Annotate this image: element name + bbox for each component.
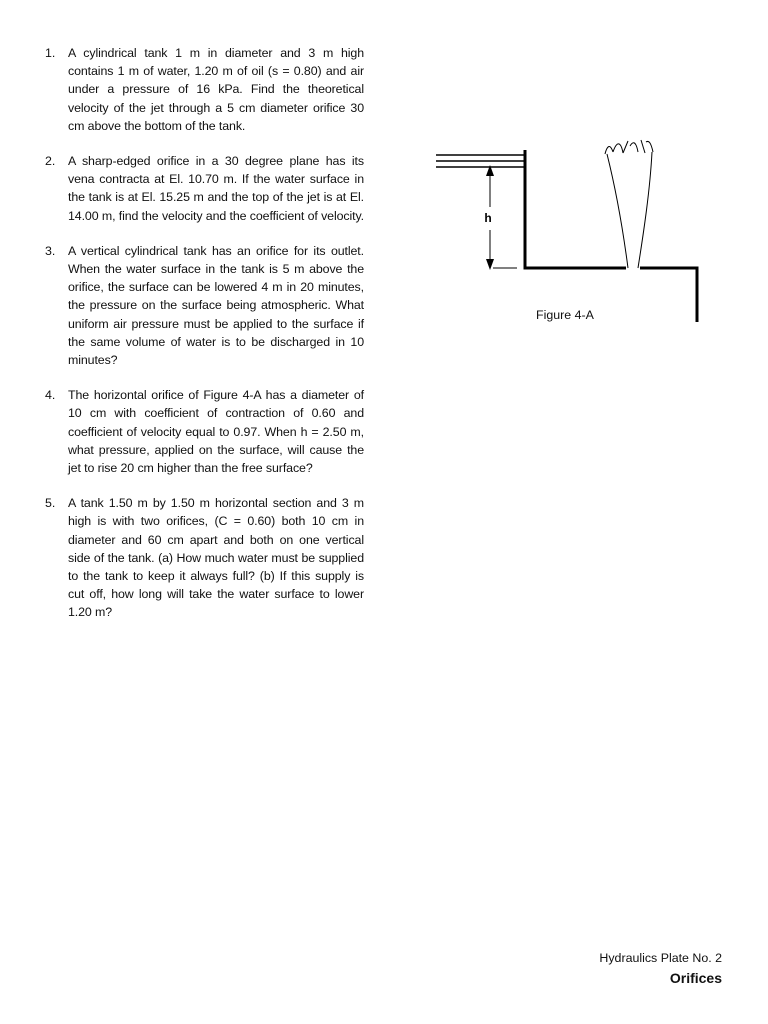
problem-item [36, 386, 364, 477]
problem-item [36, 44, 364, 135]
problem-item [36, 494, 364, 621]
problem-text: The horizontal orifice of Figure 4-A has a diameter of 10 cm with coefficient of contraction of 0.60 and coefficient of velocity equal to 0.97. When h = 2.50 m, what pressure, applied on the surface, will cause the jet to rise 20 cm higher than the free surface? [68, 388, 364, 476]
water-jet [605, 140, 653, 268]
figure-caption: Figure 4-A [536, 308, 594, 322]
tank-wall-right [640, 268, 697, 322]
water-surface-lines [436, 155, 526, 167]
problem-number: 2. [45, 154, 56, 169]
problem-number: 3. [45, 243, 56, 258]
dimension-label-h: h [484, 211, 492, 225]
problem-list [36, 44, 364, 639]
plate-number: Hydraulics Plate No. 2 [599, 951, 722, 965]
problem-text: A sharp-edged orifice in a 30 degree plane has its vena contracta at El. 10.70 m. If the water surface in the tank is at El. 15.25 m and the top of the jet is at El. 14.00 m, find the velocity and the coefficient of velocity. [68, 154, 365, 223]
plate-topic: Orifices [669, 970, 722, 986]
arrow-down-icon [486, 259, 494, 270]
problem-number: 5. [45, 496, 56, 511]
tank-wall [525, 150, 626, 268]
figure-4a-diagram [434, 136, 704, 336]
problem-number: 1. [45, 46, 56, 60]
problem-text: A vertical cylindrical tank has an orifice for its outlet. When the water surface in the tank is 5 m above the orifice, the surface can be lowered 4 m in 20 minutes, the pressure on the surface being atmospheric. What uniform air pressure must be applied to the surface if the same volume of water is to be discharged in 10 minutes? [68, 243, 364, 368]
problem-item [36, 152, 364, 225]
problem-item [36, 242, 364, 369]
dimension-h [490, 167, 517, 268]
problem-number: 4. [45, 388, 56, 403]
problem-text: A cylindrical tank 1 m in diameter and 3 m high contains 1 m of water, 1.20 m of oil (s = 0.80) and air under a pressure of 16 kPa. Find the theoretical velocity of the jet through a 5 cm diameter orifice 30 cm above the bottom of the tank. [68, 46, 364, 133]
problem-text: A tank 1.50 m by 1.50 m horizontal section and 3 m high is with two orifices, (C = 0.60) both 10 cm in diameter and 60 cm apart and both on one vertical side of the tank. (a) How much water must be supplied to the tank to keep it always full? (b) If this supply is cut off, how long will take the water surface to lower 1.20 m? [68, 496, 364, 620]
